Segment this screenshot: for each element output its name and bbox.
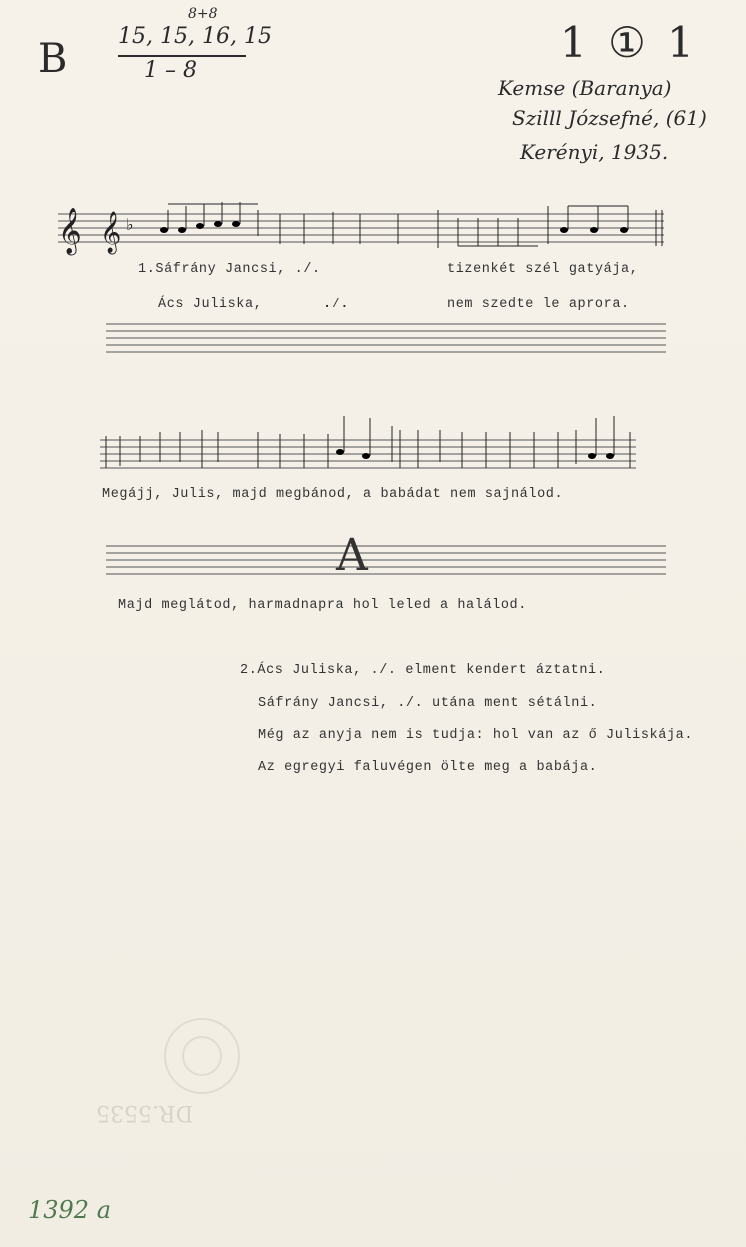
lyric-3: Megájj, Julis, majd megbánod, a babádat nem sajnálod. xyxy=(102,487,564,502)
archive-code: DR.5535 xyxy=(96,1100,194,1125)
lyric-2-left: Ács Juliska, xyxy=(158,297,263,312)
notes-group-1 xyxy=(168,202,662,248)
empty-staff-b xyxy=(106,540,666,580)
verse2-line-3: Még az anyja nem is tudja: hol van az ő Juliskája. xyxy=(258,728,694,743)
inventory-number: 1392 a xyxy=(28,1196,112,1224)
collector-date: Kerényi, 1935. xyxy=(520,140,669,164)
lyric-2-mid: .⁄. xyxy=(323,297,350,312)
fraction-bottom: 1 – 8 xyxy=(144,58,197,83)
treble-clef-icon: 𝄞 xyxy=(58,208,82,254)
fraction-top: 15, 15, 16, 15 xyxy=(118,24,272,49)
verse2-line-1: 2.Ács Juliska, ./. elment kendert áztatni. xyxy=(240,663,606,678)
treble-clef-icon: 𝄞 xyxy=(100,212,122,253)
flat-sign-icon: ♭ xyxy=(126,215,134,234)
lyric-1-left: 1.Sáfrány Jancsi, ./. xyxy=(138,262,321,277)
music-staff-1 xyxy=(58,200,674,260)
verse2-line-4: Az egregyi faluvégen ölte meg a babája. xyxy=(258,760,598,775)
noteheads-1 xyxy=(160,221,628,233)
singer-name: Szilll Józsefné, (61) xyxy=(512,106,707,130)
lyric-1-right: tizenkét szél gatyája, xyxy=(447,262,639,277)
verse2-line-2: Sáfrány Jancsi, ./. utána ment sétálni. xyxy=(258,696,598,711)
empty-staff-a xyxy=(106,320,666,360)
archive-stamp-icon xyxy=(164,1018,240,1094)
section-marker: A xyxy=(336,530,368,581)
place-name: Kemse (Baranya) xyxy=(498,76,672,100)
lyric-2-right: nem szedte le aprora. xyxy=(447,297,630,312)
fraction-bar xyxy=(118,55,246,57)
fraction-top-note: 8+8 xyxy=(188,6,218,22)
lyric-4: Majd meglátod, harmadnapra hol leled a halálod. xyxy=(118,598,527,613)
music-staff-2 xyxy=(100,412,640,476)
section-letter: B xyxy=(38,36,68,82)
page-number: 1 ① 1 xyxy=(560,18,698,67)
